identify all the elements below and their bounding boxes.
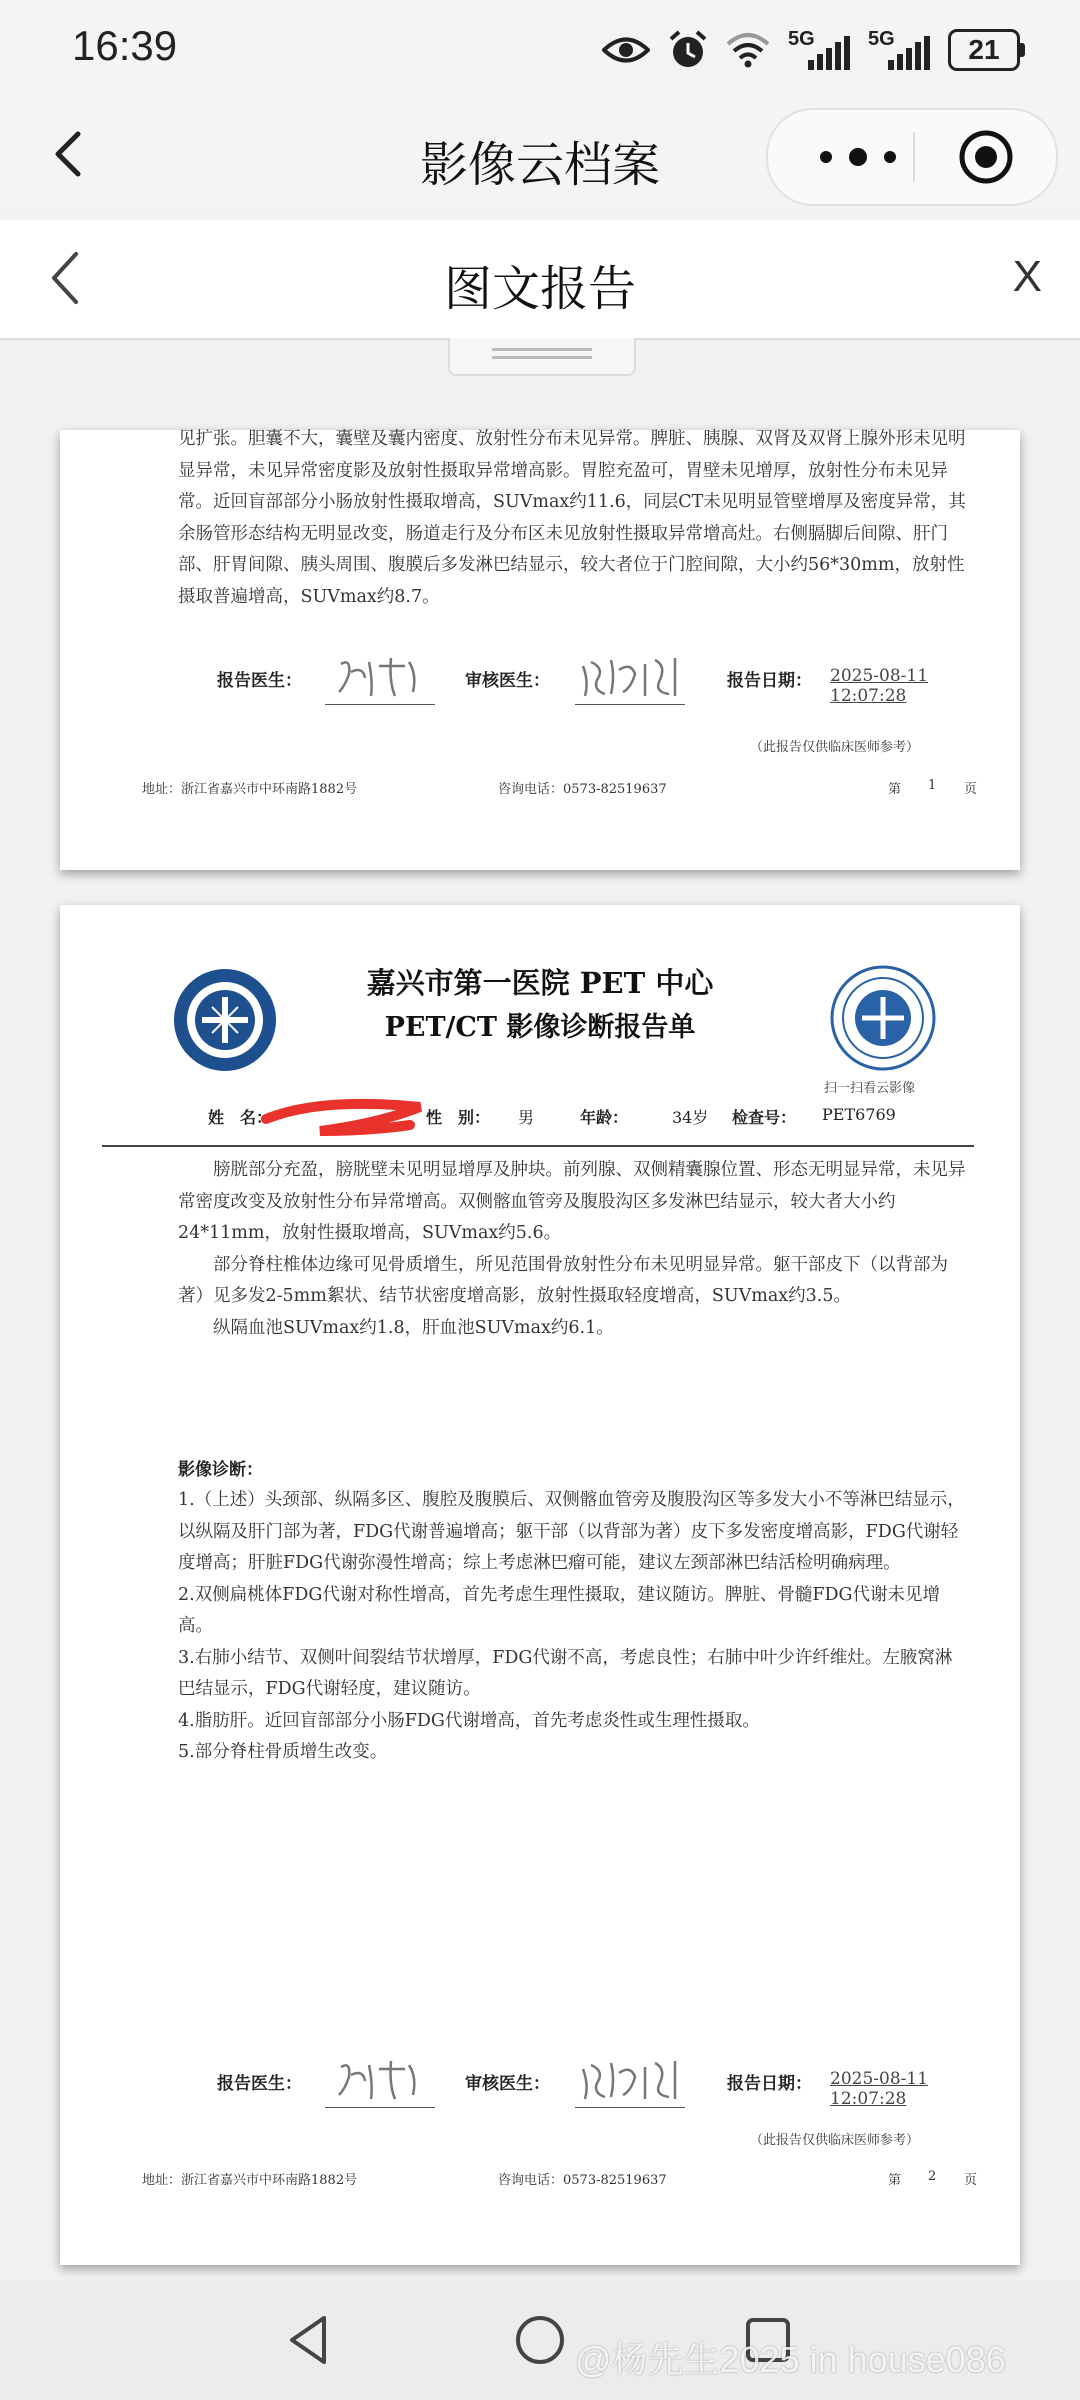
hospital-phone: 咨询电话：0573-82519637: [498, 782, 667, 797]
page-number-prefix: 第: [888, 782, 902, 797]
close-miniprogram-icon[interactable]: [956, 127, 1016, 187]
wifi-icon: [726, 32, 770, 68]
header-divider: [102, 1145, 974, 1147]
network-type-label: 5G: [788, 28, 815, 50]
exam-no-label: 检查号：: [732, 1108, 797, 1127]
reviewer-signature: [575, 2055, 685, 2108]
name-label: 姓 名：: [208, 1108, 273, 1127]
redacted-name-mark: [260, 1091, 428, 1143]
battery-indicator: 21: [948, 29, 1020, 71]
diagnosis-title: 影像诊断：: [178, 1460, 263, 1480]
more-options-icon[interactable]: [808, 140, 908, 174]
status-time: 16:39: [72, 22, 178, 69]
cellular-signal-2: [868, 28, 930, 72]
back-triangle-icon[interactable]: [278, 2308, 342, 2372]
date-label: 报告日期：: [727, 671, 812, 691]
doctor-signature: [325, 652, 435, 705]
signature-row: [155, 652, 985, 712]
diagnosis-text: 1.（上述）头颈部、纵隔多区、腹腔及腹膜后、双侧髂血管旁及腹股沟区等多发大小不等淋巴结显示，以纵隔及肝门部为著，FDG代谢普遍增高；躯干部（以背部为著）皮下多发密度增高影，FDG代谢轻度增高；肝脏FDG代谢弥漫性增高；综上考虑淋巴瘤可能，建议左颈部淋巴结活检明确病理。 2.双侧扁桃体FDG代谢对称性增高，首先考虑生理性摄取，建议随访。脾脏、骨髓FDG代谢未见增高。 3.右肺小结节、双侧叶间裂结节状增厚，FDG代谢不高，考虑良性；右肺中叶少许纤维灶。左腋窝淋巴结显示，FDG代谢轻度，建议随访。 4.脂肪肝。近回盲部部分小肠FDG代谢增高，首先考虑炎性或生理性摄取。 5.部分脊柱骨质增生改变。: [178, 1490, 965, 1762]
page-number-suffix: 页: [964, 2173, 978, 2188]
network-type-label: 5G: [868, 28, 895, 50]
capsule-divider: [913, 132, 915, 182]
cloud-image-qr-logo[interactable]: [830, 965, 936, 1071]
age-label: 年龄：: [580, 1108, 629, 1127]
report-date: 2025-08-11 12:07:28: [830, 2069, 929, 2109]
close-button[interactable]: X: [1012, 252, 1042, 301]
reviewer-label: 审核医生：: [465, 671, 550, 691]
sex-label: 性 别：: [426, 1108, 491, 1127]
app-title: 影像云档案: [419, 137, 660, 193]
report-page-1: [60, 430, 1020, 870]
page-number-prefix: 第: [888, 2173, 902, 2188]
hospital-name: 嘉兴市第一医院 PET 中心: [366, 966, 714, 1000]
signature-row: [155, 2055, 985, 2115]
cellular-signal-1: [788, 28, 850, 72]
report-title: PET/CT 影像诊断报告单: [384, 1012, 696, 1043]
hospital-address: 地址：浙江省嘉兴市中环南路1882号: [142, 782, 358, 797]
hospital-phone: 咨询电话：0573-82519637: [498, 2173, 667, 2188]
miniprogram-capsule: [766, 108, 1058, 206]
age-value: 34岁: [672, 1108, 709, 1127]
alarm-icon: [668, 29, 708, 71]
watermark-text: @杨先生2025 in house086: [575, 2339, 1006, 2380]
status-bar: [0, 0, 1080, 100]
hospital-address: 地址：浙江省嘉兴市中环南路1882号: [142, 2173, 358, 2188]
page-number-suffix: 页: [964, 782, 978, 797]
viewer-title: 图文报告: [443, 261, 636, 317]
app-nav-bar: [0, 100, 1080, 210]
sex-value: 男: [518, 1108, 535, 1127]
reviewer-label: 审核医生：: [465, 2074, 550, 2094]
pull-handle[interactable]: [448, 338, 636, 376]
page-footer: [142, 2169, 978, 2199]
report-viewer-header: [0, 220, 1080, 340]
home-circle-icon[interactable]: [508, 2308, 572, 2372]
doctor-label: 报告医生：: [217, 2074, 302, 2094]
eye-icon: [602, 35, 650, 65]
reviewer-signature: [575, 652, 685, 705]
page-number: 2: [928, 2169, 937, 2184]
report-page-2: [60, 905, 1020, 2265]
exam-no-value: PET6769: [822, 1105, 896, 1124]
date-label: 报告日期：: [727, 2074, 812, 2094]
doctor-label: 报告医生：: [217, 671, 302, 691]
disclaimer-note: （此报告仅供临床医师参考）: [750, 2133, 920, 2148]
status-icons: [602, 24, 1020, 76]
findings-text: 膀胱部分充盈，膀胱壁未见明显增厚及肿块。前列腺、双侧精囊腺位置、形态无明显异常，未见异常密度改变及放射性分布异常增高。双侧髂血管旁及腹股沟区多发淋巴结显示，较大者大小约24*11mm，放射性摄取增高，SUVmax约5.6。 部分脊柱椎体边缘可见骨质增生，所见范围骨放射性分布未见明显异常。躯干部皮下（以背部为著）见多发2-5mm絮状、结节状密度增高影，放射性摄取轻度增高，SUVmax约3.5。 纵隔血池SUVmax约1.8，肝血池SUVmax约6.1。: [178, 1160, 966, 1338]
doctor-signature: [325, 2055, 435, 2108]
page-footer: [142, 778, 978, 808]
report-date: 2025-08-11 12:07:28: [830, 666, 929, 706]
scan-hint: 扫一扫看云影像: [824, 1081, 916, 1096]
page-number: 1: [928, 778, 937, 793]
findings-continued-text: 见扩张。胆囊不大，囊壁及囊内密度、放射性分布未见异常。脾脏、胰腺、双肾及双肾上腺外形未见明显异常，未见异常密度影及放射性摄取异常增高影。胃腔充盈可，胃壁未见增厚，放射性分布未见异常。近回盲部部分小肠放射性摄取增高，SUVmax约11.6，同层CT未见明显管壁增厚及密度异常，其余肠管形态结构无明显改变，肠道走行及分布区未见放射性摄取异常增高灶。右侧膈脚后间隙、肝门部、肝胃间隙、胰头周围、腹膜后多发淋巴结显示，较大者位于门腔间隙，大小约56*30mm，放射性摄取普遍增高，SUVmax约8.7。: [178, 429, 966, 607]
disclaimer-note: （此报告仅供临床医师参考）: [750, 740, 920, 755]
